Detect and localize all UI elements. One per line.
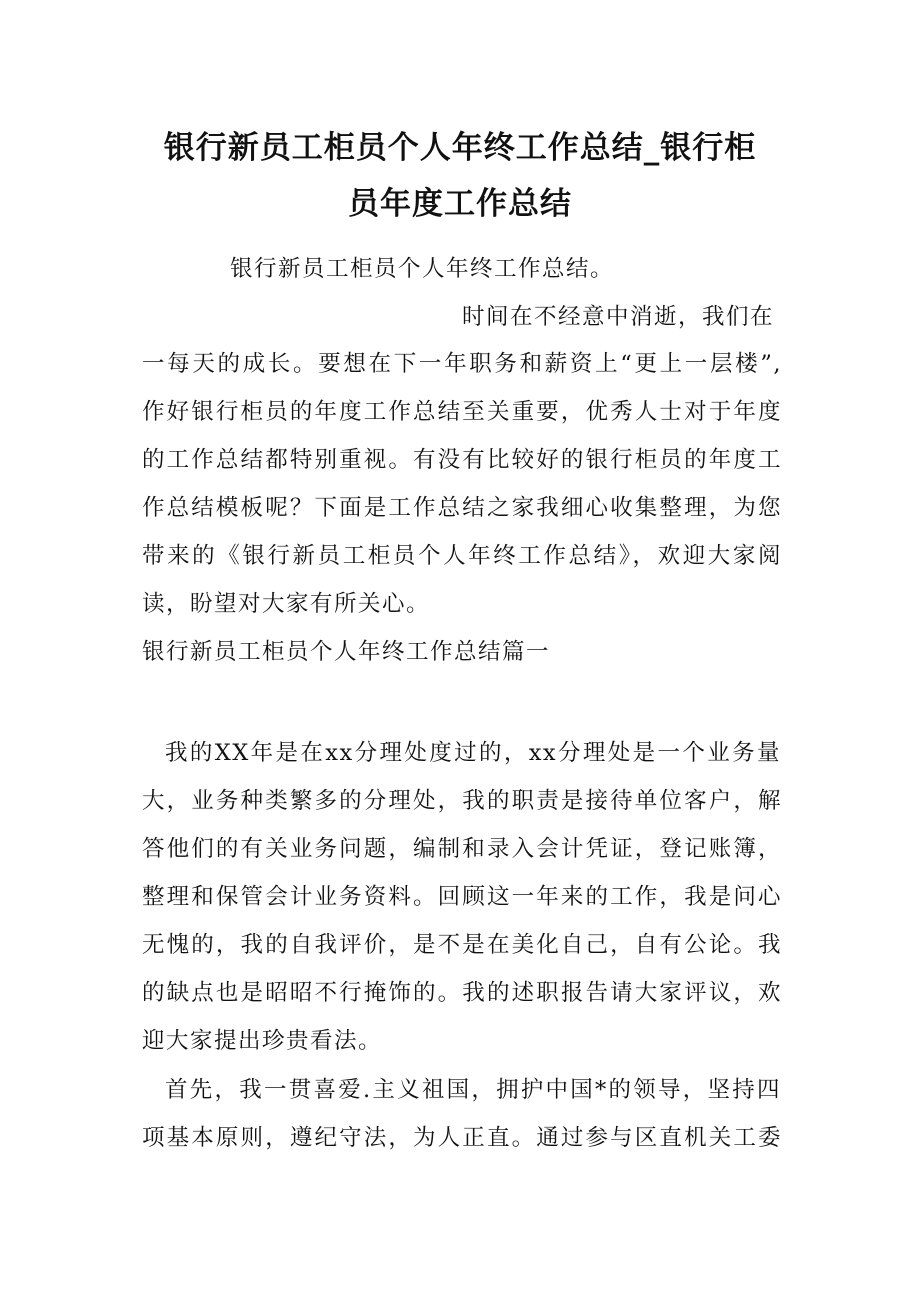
paragraph-line: 首先，我一贯喜爱.主义祖国，拥护中国*的领导，坚持四: [165, 1077, 781, 1103]
paragraph-line: 迎大家提出珍贵看法。: [142, 1028, 383, 1054]
paragraph-line: 的缺点也是昭昭不行掩饰的。我的述职报告请大家评议，欢: [142, 980, 782, 1006]
intro-heading: 银行新员工柜员个人年终工作总结。: [230, 256, 615, 282]
paragraph-line: 大，业务种类繁多的分理处，我的职责是接待单位客户，解: [142, 788, 782, 814]
document-title-line-2: 员年度工作总结: [348, 186, 572, 222]
paragraph-line: 无愧的，我的自我评价，是不是在美化自己，自有公论。我: [142, 932, 782, 958]
section-heading: 银行新员工柜员个人年终工作总结篇一: [142, 639, 551, 665]
intro-line: 带来的《银行新员工柜员个人年终工作总结》，欢迎大家阅: [142, 543, 782, 569]
paragraph-line: 整理和保管会计业务资料。回顾这一年来的工作，我是问心: [142, 884, 782, 910]
paragraph-line: 我的XX年是在xx分理处度过的，xx分理处是一个业务量: [165, 740, 781, 766]
paragraph-line: 项基本原则，遵纪守法，为人正直。通过参与区直机关工委: [142, 1125, 782, 1151]
intro-line: 时间在不经意中消逝，我们在: [462, 304, 775, 330]
paragraph-line: 答他们的有关业务问题，编制和录入会计凭证，登记账簿，: [142, 836, 782, 862]
document-title-line-1: 银行新员工柜员个人年终工作总结_银行柜: [163, 130, 757, 166]
intro-line: 的工作总结都特别重视。有没有比较好的银行柜员的年度工: [142, 447, 782, 473]
intro-line: 一每天的成长。要想在下一年职务和薪资上“更上一层楼”,: [142, 351, 782, 377]
intro-line: 作好银行柜员的年度工作总结至关重要，优秀人士对于年度: [142, 399, 782, 425]
intro-line: 作总结模板呢？下面是工作总结之家我细心收集整理，为您: [142, 495, 782, 521]
intro-line: 读，盼望对大家有所关心。: [142, 591, 431, 617]
